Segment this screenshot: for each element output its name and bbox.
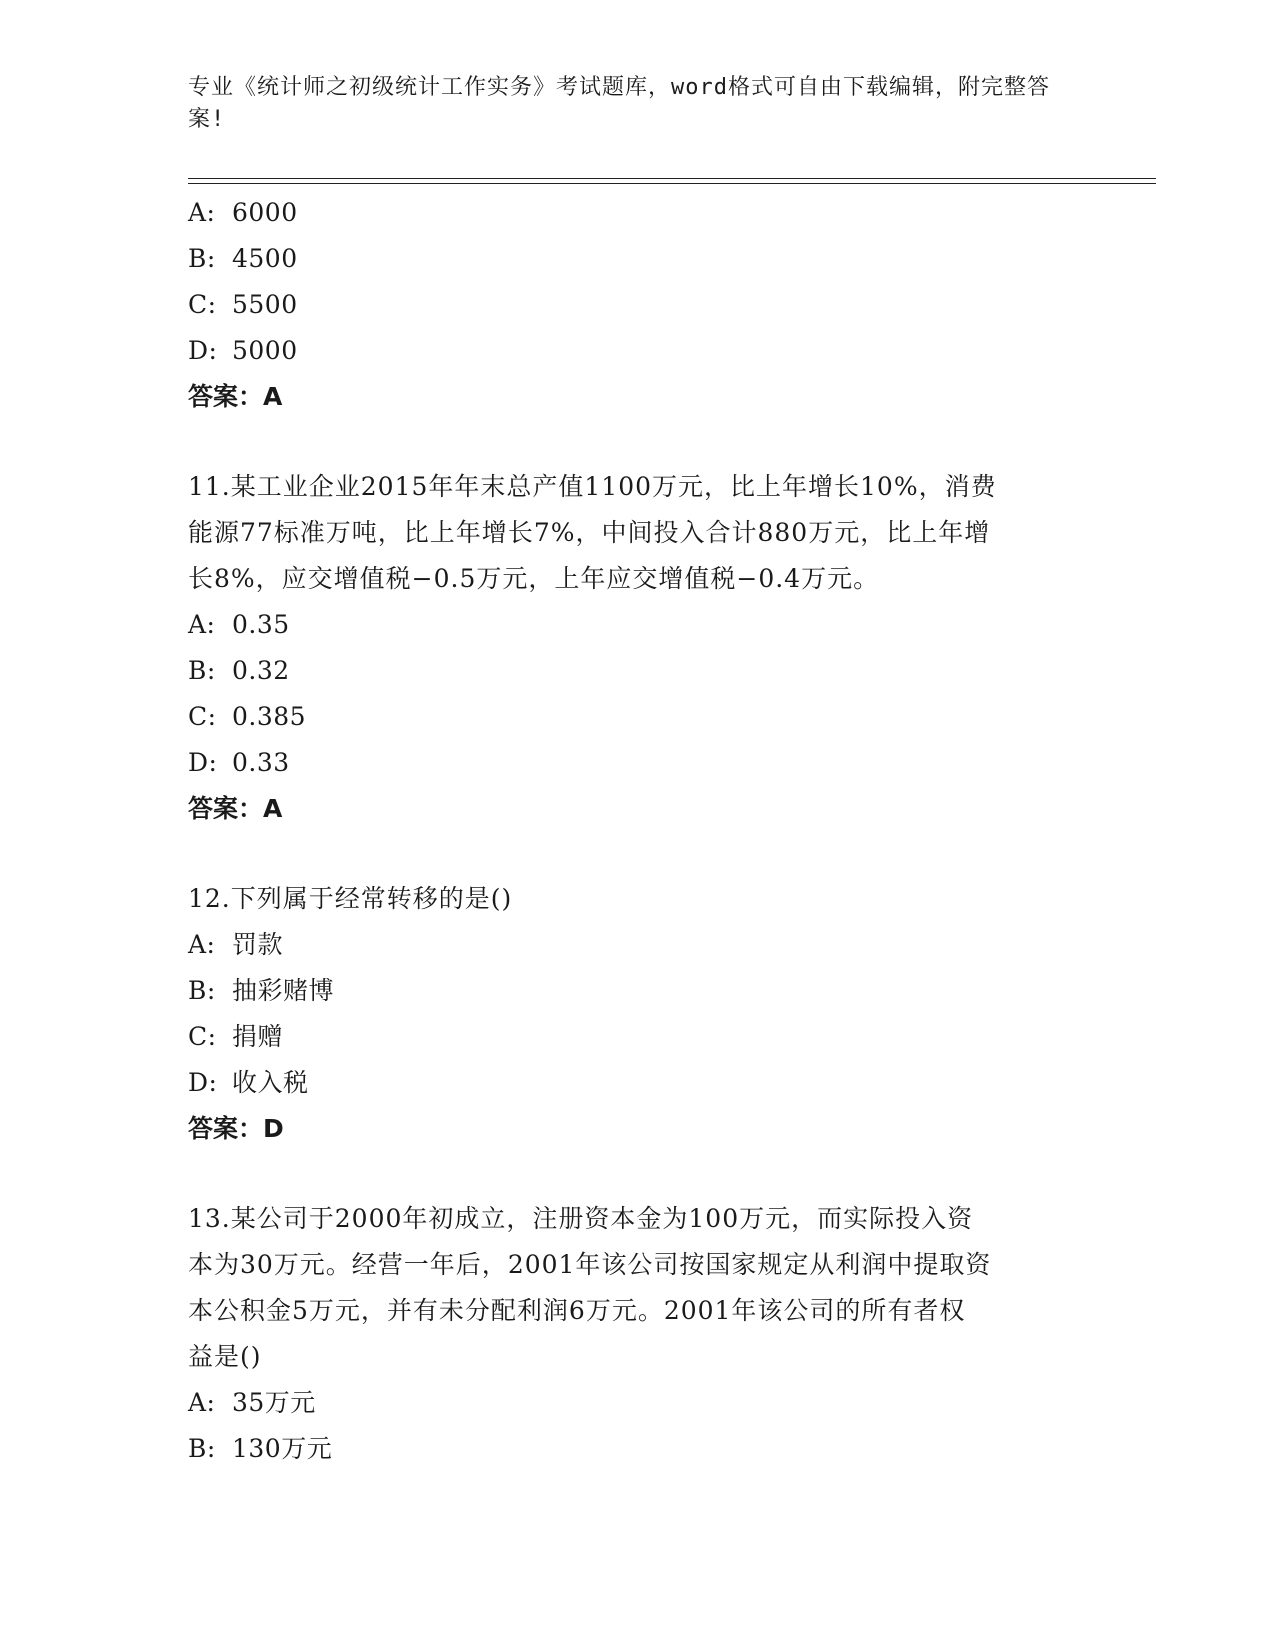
option-d: D: 收入税 [188, 1068, 309, 1097]
question-text-line: 12.下列属于经常转移的是() [188, 884, 513, 913]
question-text-line: 能源77标准万吨，比上年增长7%，中间投入合计880万元，比上年增 [188, 518, 991, 547]
page-header: 专业《统计师之初级统计工作实务》考试题库，word格式可自由下载编辑，附完整答案! [188, 75, 1050, 132]
spacer [188, 1152, 1088, 1196]
answer-line: 答案：A [188, 382, 283, 411]
option-a: A: 罚款 [188, 930, 284, 959]
question-text-line: 长8%，应交增值税−0.5万元，上年应交增值税−0.4万元。 [188, 564, 880, 593]
option-b: B: 抽彩赌博 [188, 976, 335, 1005]
option-c: C: 0.385 [188, 702, 307, 731]
question-text-line: 13.某公司于2000年初成立，注册资本金为100万元，而实际投入资 [188, 1204, 974, 1233]
option-a: A: 6000 [188, 198, 298, 227]
spacer [188, 832, 1088, 876]
question-block-12 [188, 876, 1088, 1152]
question-text-line: 11.某工业企业2015年年末总产值1100万元，比上年增长10%，消费 [188, 472, 997, 501]
question-list [188, 190, 1088, 1472]
answer-line: 答案：A [188, 794, 283, 823]
question-text-line: 本为30万元。经营一年后，2001年该公司按国家规定从利润中提取资 [188, 1250, 992, 1279]
header-divider-top [188, 178, 1156, 179]
answer-line: 答案：D [188, 1114, 284, 1143]
option-d: D: 5000 [188, 336, 298, 365]
question-text-line: 本公积金5万元，并有未分配利润6万元。2001年该公司的所有者权 [188, 1296, 966, 1325]
question-block-10 [188, 190, 1088, 420]
option-c: C: 5500 [188, 290, 298, 319]
question-block-11 [188, 464, 1088, 832]
header-divider-bottom [188, 183, 1156, 184]
question-block-13 [188, 1196, 1088, 1472]
option-a: A: 0.35 [188, 610, 290, 639]
option-b: B: 4500 [188, 244, 298, 273]
option-b: B: 130万元 [188, 1434, 333, 1463]
option-b: B: 0.32 [188, 656, 290, 685]
question-text-line: 益是() [188, 1342, 262, 1371]
option-c: C: 捐赠 [188, 1022, 284, 1051]
spacer [188, 420, 1088, 464]
option-d: D: 0.33 [188, 748, 290, 777]
option-a: A: 35万元 [188, 1388, 316, 1417]
